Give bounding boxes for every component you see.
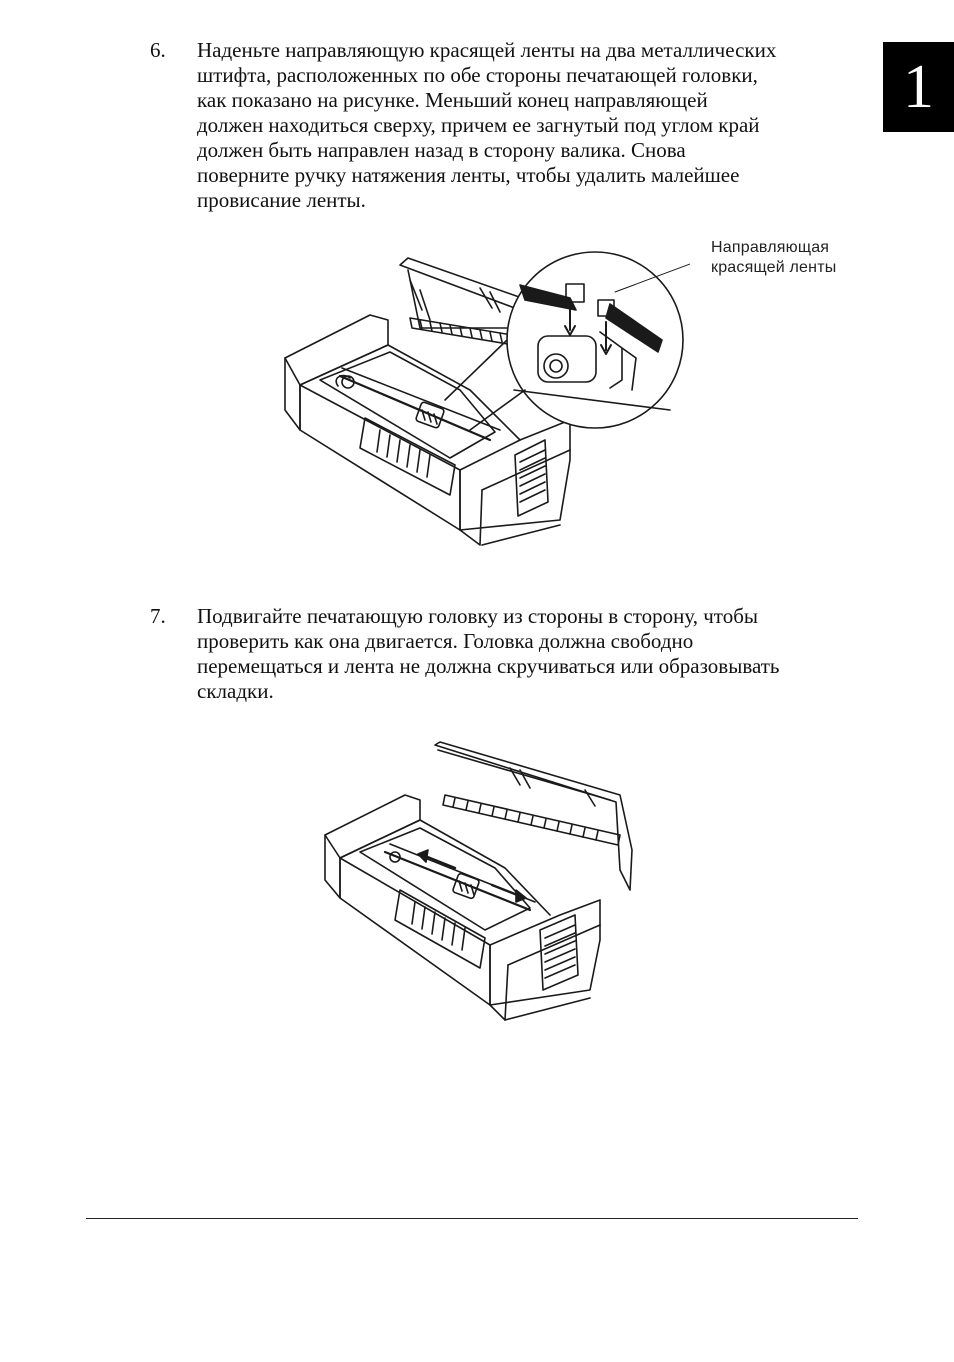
printer-head-movement-illustration <box>320 740 640 1030</box>
text-line: провисание ленты. <box>197 188 366 212</box>
step-number: 6. <box>150 38 166 62</box>
text-line: должен находиться сверху, причем ее загнутый под углом край <box>197 113 760 137</box>
ribbon-guide-callout <box>711 238 836 278</box>
text-line: как показано на рисунке. Меньший конец направляющей <box>197 88 708 112</box>
text-line: Наденьте направляющую красящей ленты на два металлических <box>197 38 777 62</box>
step-text <box>197 604 857 704</box>
text-line: Подвигайте печатающую головку из стороны в сторону, чтобы <box>197 604 758 628</box>
printer-ribbon-guide-illustration <box>270 240 690 580</box>
callout-line: красящей ленты <box>711 259 837 276</box>
step-text <box>197 38 857 213</box>
text-line: поверните ручку натяжения ленты, чтобы удалить малейшее <box>197 163 740 187</box>
callout-line: Направляющая <box>711 239 830 256</box>
text-line: штифта, расположенных по обе стороны печатающей головки, <box>197 63 758 87</box>
footer-divider <box>86 1218 858 1219</box>
text-line: должен быть направлен назад в сторону валика. Снова <box>197 138 686 162</box>
chapter-tab: 1 <box>883 42 954 132</box>
text-line: перемещаться и лента не должна скручиваться или образовывать <box>197 654 780 678</box>
text-line: складки. <box>197 679 274 703</box>
text-line: проверить как она двигается. Головка должна свободно <box>197 629 694 653</box>
step-number: 7. <box>150 604 166 628</box>
